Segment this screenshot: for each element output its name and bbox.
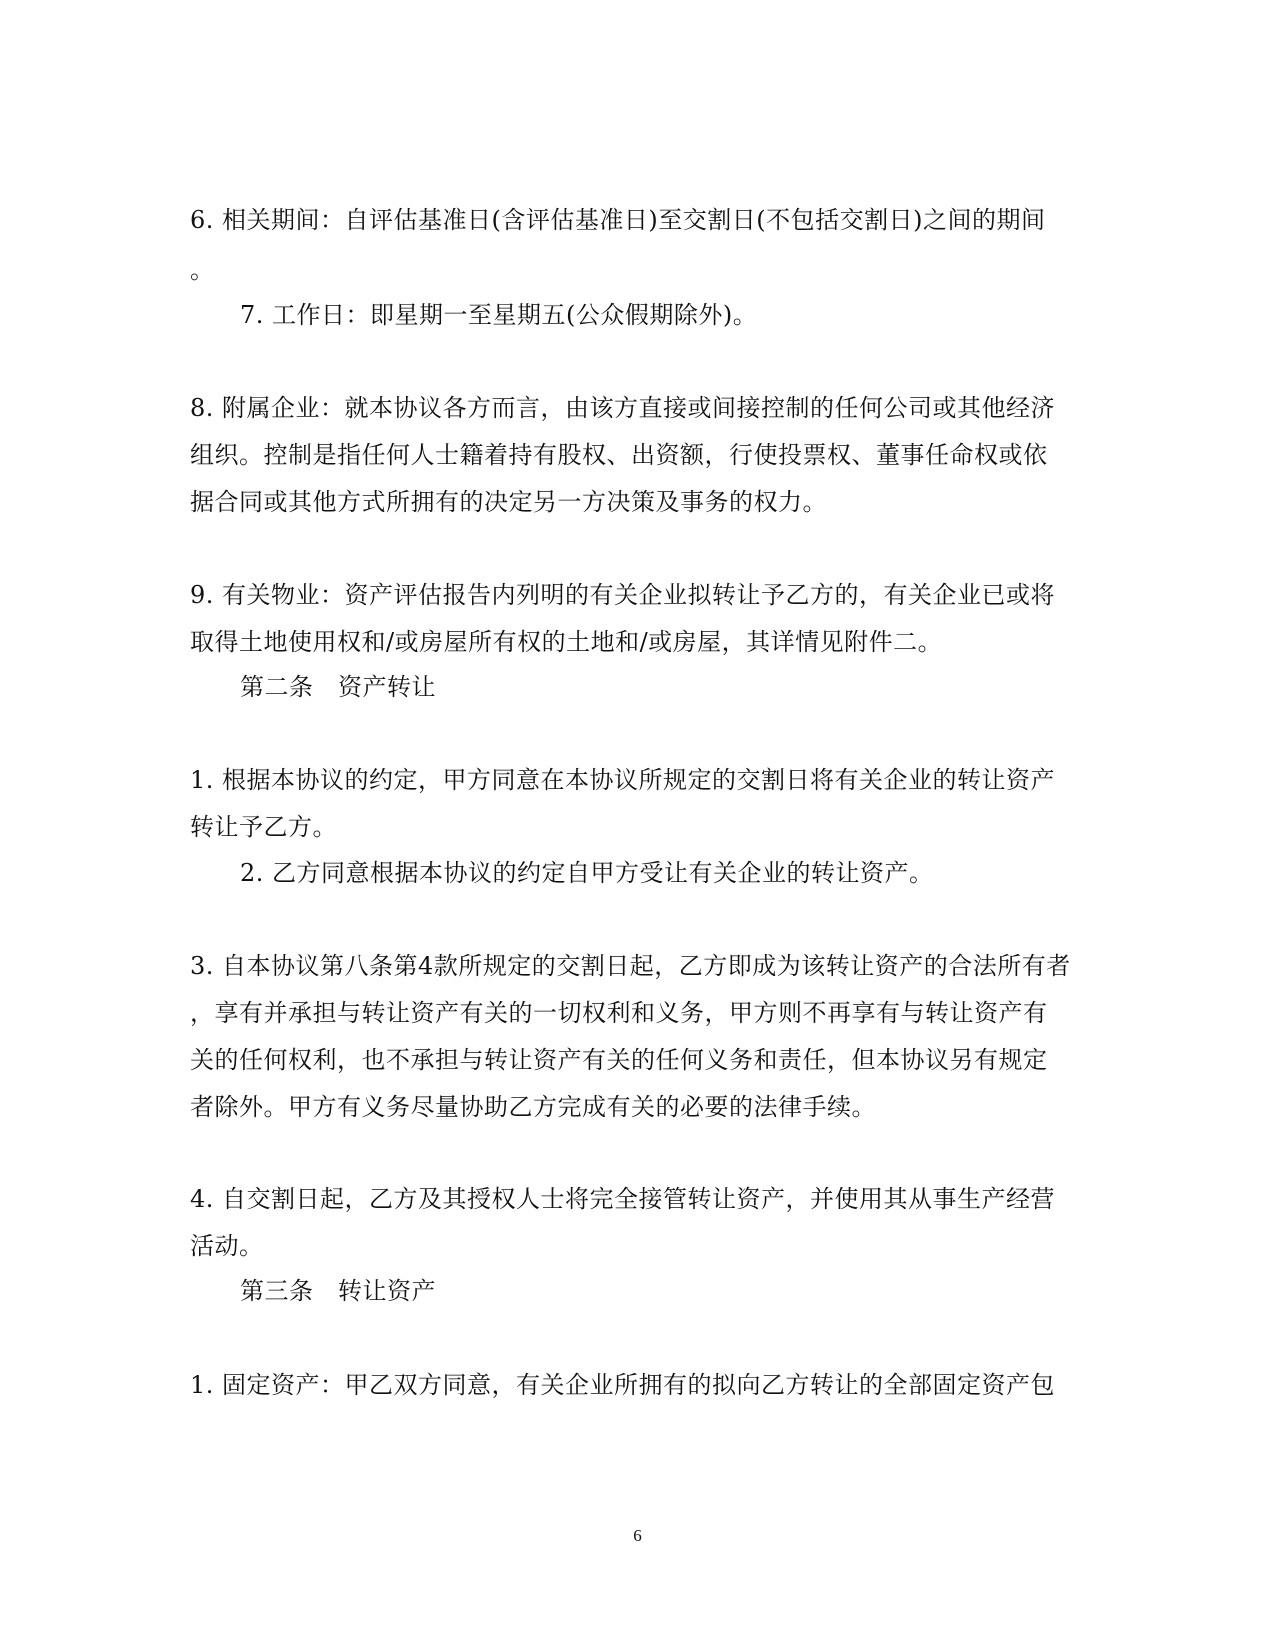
paragraph-line: 组织。控制是指任何人士籍着持有股权、出资额，行使投票权、董事任命权或依 <box>190 441 1048 469</box>
paragraph-line: 1. 固定资产：甲乙双方同意，有关企业所拥有的拟向乙方转让的全部固定资产包 <box>190 1371 1056 1399</box>
paragraph-line: 6. 相关期间：自评估基准日(含评估基准日)至交割日(不包括交割日)之间的期间 <box>190 206 1046 234</box>
paragraph-line: 者除外。甲方有义务尽量协助乙方完成有关的必要的法律手续。 <box>190 1093 876 1121</box>
paragraph-line: 3. 自本协议第八条第4款所规定的交割日起，乙方即成为该转让资产的合法所有者 <box>190 952 1071 980</box>
page-number: 6 <box>633 1526 642 1545</box>
section-heading: 第三条 转让资产 <box>240 1277 436 1305</box>
paragraph-line: 活动。 <box>190 1232 264 1260</box>
paragraph-line: 转让予乙方。 <box>190 813 337 841</box>
paragraph-line: 取得土地使用权和/或房屋所有权的土地和/或房屋，其详情见附件二。 <box>190 628 943 656</box>
paragraph-line: 。 <box>190 256 215 284</box>
section-heading: 第二条 资产转让 <box>240 673 436 701</box>
paragraph-line: 2. 乙方同意根据本协议的约定自甲方受让有关企业的转让资产。 <box>240 859 934 887</box>
paragraph-line: 1. 根据本协议的约定，甲方同意在本协议所规定的交割日将有关企业的转让资产 <box>190 766 1056 794</box>
paragraph-line: 4. 自交割日起，乙方及其授权人士将完全接管转让资产，并使用其从事生产经营 <box>190 1185 1056 1213</box>
paragraph-line: 据合同或其他方式所拥有的决定另一方决策及事务的权力。 <box>190 488 827 516</box>
paragraph-line: 9. 有关物业：资产评估报告内列明的有关企业拟转让予乙方的，有关企业已或将 <box>190 581 1056 609</box>
paragraph-line: 7. 工作日：即星期一至星期五(公众假期除外)。 <box>240 301 758 329</box>
paragraph-line: 8. 附属企业：就本协议各方而言，由该方直接或间接控制的任何公司或其他经济 <box>190 394 1056 422</box>
paragraph-line: ，享有并承担与转让资产有关的一切权利和义务，甲方则不再享有与转让资产有 <box>190 999 1048 1027</box>
paragraph-line: 关的任何权利，也不承担与转让资产有关的任何义务和责任，但本协议另有规定 <box>190 1046 1048 1074</box>
